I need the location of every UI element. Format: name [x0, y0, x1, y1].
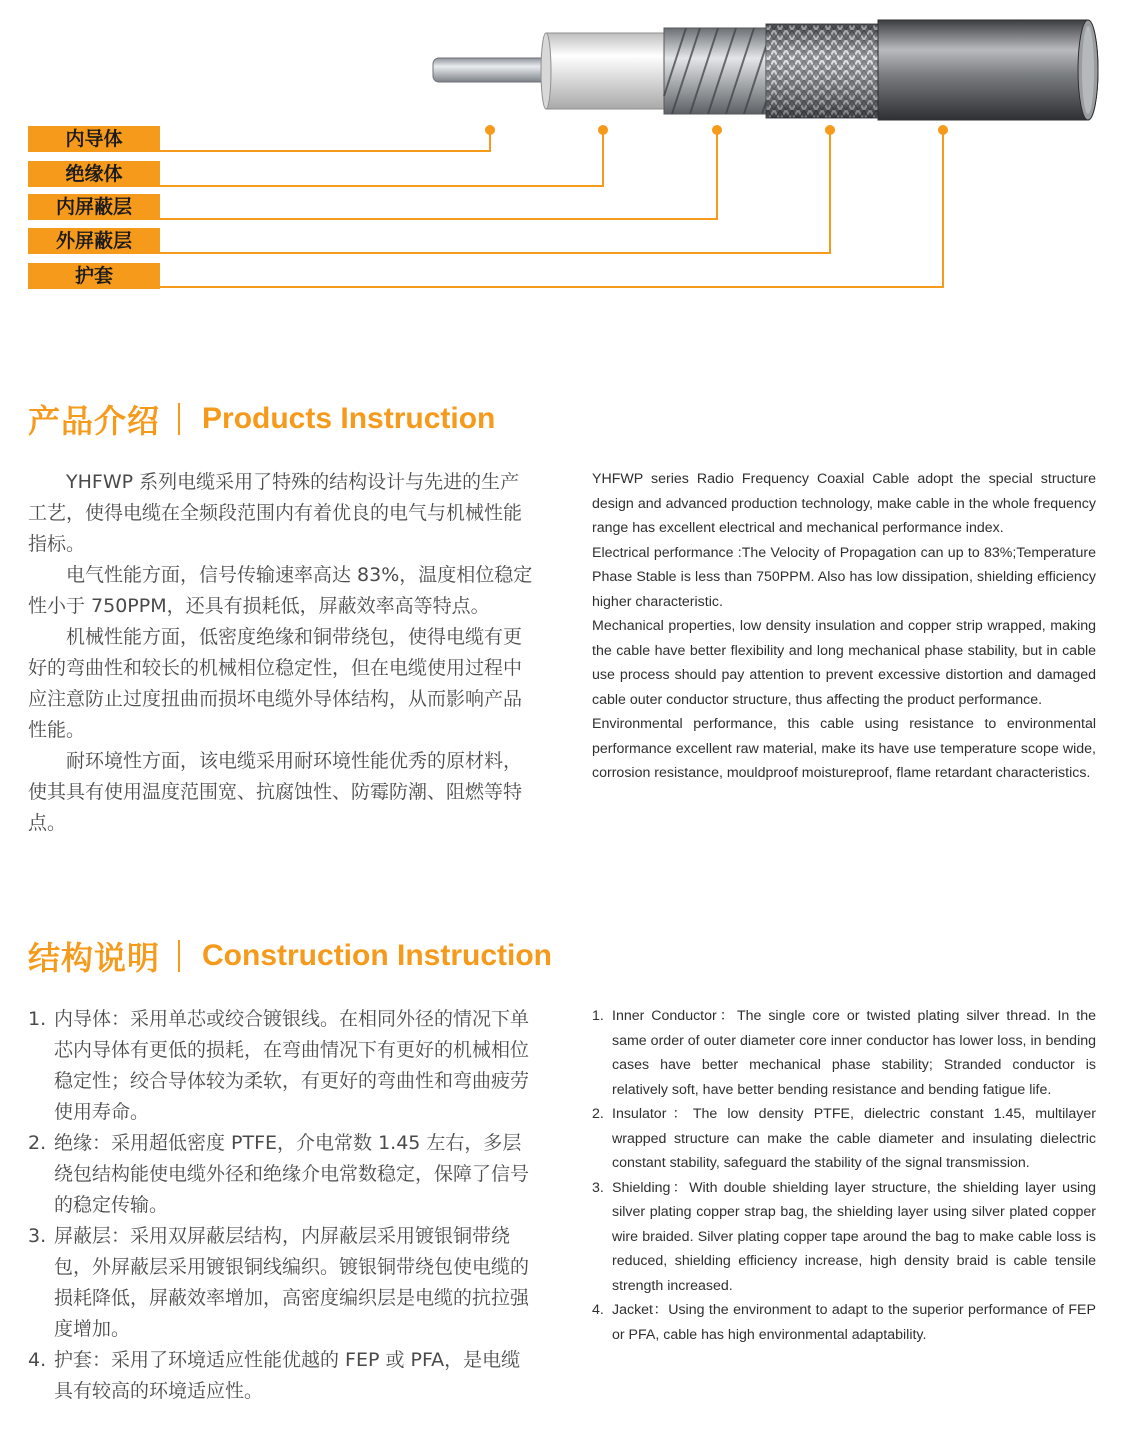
products-heading — [28, 397, 495, 441]
products-zh-column — [28, 467, 538, 839]
construction-heading-en: Construction Instruction — [202, 939, 552, 972]
inner-shield-drawing — [664, 28, 770, 114]
construction-zh-item — [28, 1345, 538, 1407]
heading-divider — [178, 940, 180, 972]
item-number: 2. — [592, 1106, 604, 1122]
item-text: Jacket：Using the environment to adapt to the superior performance of FEP or PFA, cable has high environmental adaptability. — [612, 1302, 1096, 1343]
item-text: 绝缘：采用超低密度 PTFE，介电常数 1.45 左右，多层绕包结构能使电缆外径和绝缘介电常数稳定，保障了信号的稳定传输。 — [54, 1132, 530, 1216]
jacket-drawing — [878, 20, 1098, 120]
item-text: 内导体：采用单芯或绞合镀银线。在相同外径的情况下单芯内导体有更低的损耗，在弯曲情况下有更好的机械相位稳定性；绞合导体较为柔软，有更好的弯曲性和弯曲疲劳使用寿命。 — [54, 1008, 530, 1123]
item-number: 3. — [592, 1179, 604, 1196]
label-inner-shield: 内屏蔽层 — [28, 194, 160, 220]
construction-zh-item — [28, 1004, 538, 1128]
item-text: Insulator：The low density PTFE, dielectric constant 1.45, multilayer wrapped structure can make the cable diameter and insulating dielectric constant stability, safeguard the stability of the signal transmission. — [612, 1106, 1096, 1171]
item-text: Inner Conductor：The single core or twisted plating silver thread. In the same order of outer diameter core inner conductor has lower loss, in bending cases have better mechanical phase stability; Stranded conductor is relatively soft, have better bending resistance and bending fatigue life. — [612, 1008, 1096, 1098]
products-en-paragraph: Environmental performance, this cable using resistance to environmental performance excellent raw material, make its have use temperature scope wide, corrosion resistance, mouldproof moistureproof, flame retardant characteristics. — [592, 716, 1096, 781]
outer-shield-drawing — [766, 24, 880, 118]
label-inner-conductor: 内导体 — [28, 126, 160, 152]
products-heading-zh: 产品介绍 — [28, 402, 161, 440]
construction-heading-zh: 结构说明 — [28, 939, 161, 977]
inner-conductor-drawing — [433, 58, 553, 82]
heading-divider — [178, 403, 180, 435]
item-number: 2. — [28, 1132, 47, 1154]
construction-zh-item — [28, 1221, 538, 1345]
construction-en-item — [592, 1004, 1096, 1102]
products-zh-paragraph: YHFWP 系列电缆采用了特殊的结构设计与先进的生产工艺，使得电缆在全频段范围内有着优良的电气与机械性能指标。 — [28, 471, 523, 555]
item-number: 4. — [592, 1302, 604, 1318]
products-zh-paragraph: 电气性能方面，信号传输速率高达 83%，温度相位稳定性小于 750PPM，还具有损耗低，屏蔽效率高等特点。 — [28, 564, 533, 617]
products-zh-paragraph: 机械性能方面，低密度绝缘和铜带绕包，使得电缆有更好的弯曲性和较长的机械相位稳定性，但在电缆使用过程中应注意防止过度扭曲而损坏电缆外导体结构，从而影响产品性能。 — [28, 626, 523, 741]
construction-zh-column — [28, 1004, 538, 1407]
products-en-paragraph: YHFWP series Radio Frequency Coaxial Cable adopt the special structure design and advanced production technology, make cable in the whole frequency range has excellent electrical and mechanical performance index. — [592, 471, 1096, 536]
item-number: 1. — [28, 1008, 47, 1030]
construction-en-item — [592, 1176, 1096, 1299]
products-en-paragraph: Electrical performance :The Velocity of Propagation can up to 83%;Temperature Phase Stable is less than 750PPM. Also has low dissipation, shielding efficiency higher characteristic. — [592, 544, 1096, 610]
products-en-paragraph: Mechanical properties, low density insulation and copper strip wrapped, making the cable have better flexibility and long mechanical phase stability, but in cable use process should pay attention to prevent excessive distortion and damaged cable outer conductor structure, thus affecting the product performance. — [592, 618, 1096, 708]
item-text: Shielding：With double shielding layer structure, the shielding layer using silver plating copper strap bag, the shielding layer using silver plated copper wire braided. Silver plating copper tape around the bag to make cable loss is reduced, shielding efficiency increase, high density braid is cable tensile strength increased. — [612, 1179, 1096, 1294]
item-number: 4. — [28, 1349, 47, 1371]
products-zh-paragraph: 耐环境性方面，该电缆采用耐环境性能优秀的原材料，使其具有使用温度范围宽、抗腐蚀性、防霉防潮、阻燃等特点。 — [28, 750, 523, 834]
item-text: 屏蔽层：采用双屏蔽层结构，内屏蔽层采用镀银铜带绕包，外屏蔽层采用镀银铜线编织。镀银铜带绕包使电缆的损耗降低，屏蔽效率增加，高密度编织层是电缆的抗拉强度增加。 — [54, 1225, 530, 1340]
products-heading-en: Products Instruction — [202, 402, 496, 435]
construction-heading — [28, 934, 552, 978]
leader-lines — [160, 132, 943, 287]
construction-en-item — [592, 1102, 1096, 1176]
item-number: 3. — [28, 1225, 47, 1247]
construction-en-column — [592, 1004, 1096, 1347]
construction-en-item — [592, 1298, 1096, 1347]
products-en-column — [592, 467, 1096, 786]
insulation-drawing — [541, 33, 668, 109]
label-jacket: 护套 — [28, 263, 160, 289]
leader-dots — [485, 125, 948, 135]
label-insulator: 绝缘体 — [28, 161, 160, 187]
construction-zh-item — [28, 1128, 538, 1221]
item-text: 护套：采用了环境适应性能优越的 FEP 或 PFA，是电缆具有较高的环境适应性。 — [54, 1349, 521, 1402]
item-number: 1. — [592, 1008, 604, 1024]
label-outer-shield: 外屏蔽层 — [28, 228, 160, 254]
cable-diagram — [0, 0, 1126, 320]
